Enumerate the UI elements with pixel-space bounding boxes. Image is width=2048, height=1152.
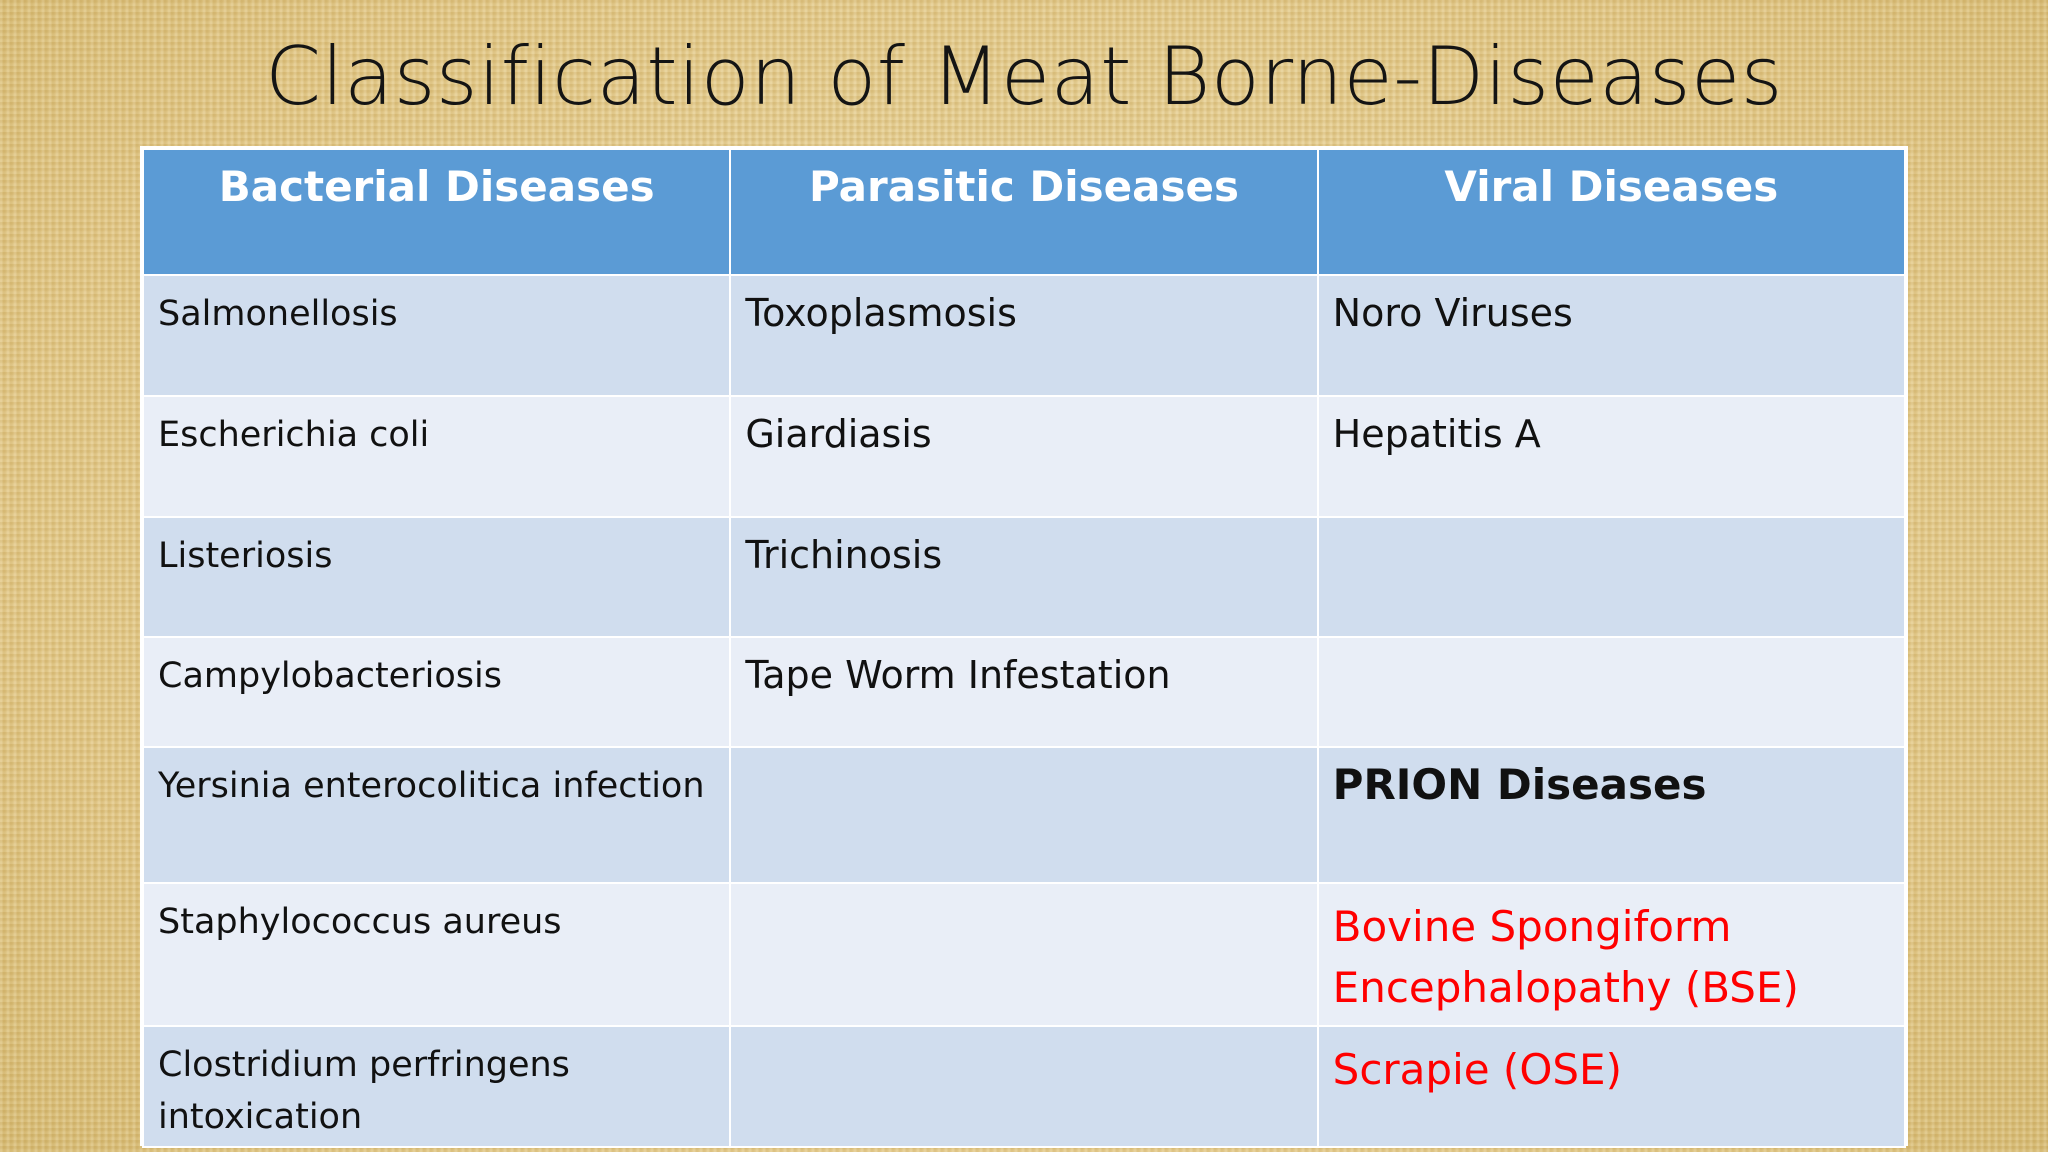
cell-parasitic: Tape Worm Infestation bbox=[730, 637, 1317, 747]
header-parasitic-diseases: Parasitic Diseases bbox=[730, 149, 1317, 275]
table-row bbox=[143, 517, 1905, 637]
cell-parasitic: Toxoplasmosis bbox=[730, 275, 1317, 396]
header-bacterial-diseases: Bacterial Diseases bbox=[143, 149, 730, 275]
cell-bacterial: Campylobacteriosis bbox=[143, 637, 730, 747]
cell-viral bbox=[1318, 517, 1905, 637]
cell-prion-disease: Scrapie (OSE) bbox=[1318, 1026, 1905, 1147]
cell-parasitic: Giardiasis bbox=[730, 396, 1317, 517]
cell-bacterial: Listeriosis bbox=[143, 517, 730, 637]
cell-bacterial: Yersinia enterocolitica infection bbox=[143, 747, 730, 883]
cell-bacterial: Clostridium perfringens intoxication bbox=[143, 1026, 730, 1147]
cell-bacterial: Staphylococcus aureus bbox=[143, 883, 730, 1026]
cell-prion-disease: Bovine Spongiform Encephalopathy (BSE) bbox=[1318, 883, 1905, 1026]
cell-prion-diseases-heading: PRION Diseases bbox=[1318, 747, 1905, 883]
cell-viral bbox=[1318, 637, 1905, 747]
cell-viral: Noro Viruses bbox=[1318, 275, 1905, 396]
table-row bbox=[143, 637, 1905, 747]
table-row bbox=[143, 275, 1905, 396]
header-viral-diseases: Viral Diseases bbox=[1318, 149, 1905, 275]
table-row bbox=[143, 883, 1905, 1026]
table-row bbox=[143, 396, 1905, 517]
slide-title: Classification of Meat Borne-Diseases bbox=[265, 30, 1783, 123]
table-header-row bbox=[143, 149, 1905, 275]
cell-parasitic bbox=[730, 883, 1317, 1026]
cell-parasitic bbox=[730, 1026, 1317, 1147]
cell-bacterial: Salmonellosis bbox=[143, 275, 730, 396]
table-row bbox=[143, 747, 1905, 883]
table-row bbox=[143, 1026, 1905, 1147]
cell-bacterial: Escherichia coli bbox=[143, 396, 730, 517]
cell-viral: Hepatitis A bbox=[1318, 396, 1905, 517]
cell-parasitic bbox=[730, 747, 1317, 883]
cell-parasitic: Trichinosis bbox=[730, 517, 1317, 637]
disease-classification-table bbox=[140, 146, 1908, 1146]
